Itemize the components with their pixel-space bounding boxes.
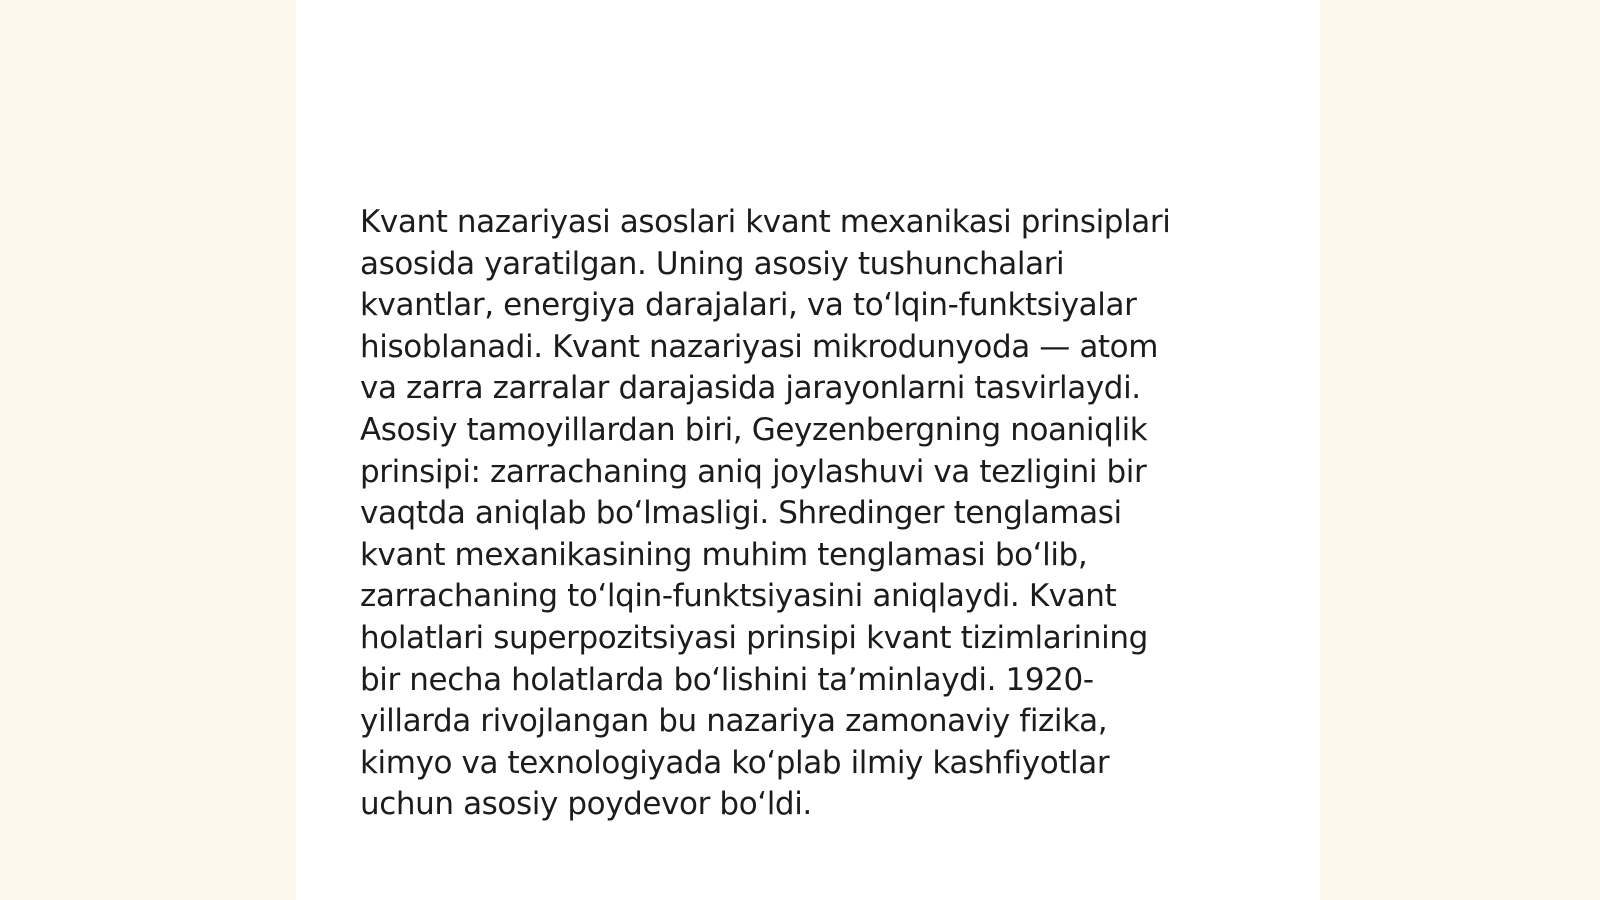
paragraph-line: kvantlar, energiya darajalari, va to‘lqin-funktsiyalar [360, 287, 1137, 324]
document-page [296, 0, 1320, 900]
paragraph-line: yillarda rivojlangan bu nazariya zamonaviy fizika, [360, 703, 1108, 740]
paragraph-line: kvant mexanikasining muhim tenglamasi bo‘lib, [360, 536, 1088, 573]
paragraph-line: Asosiy tamoyillardan biri, Geyzenbergning noaniqlik [360, 411, 1148, 448]
paragraph-line: Kvant nazariyasi asoslari kvant mexanikasi prinsiplari [360, 204, 1171, 240]
paragraph-line: vaqtda aniqlab bo‘lmasligi. Shredinger tenglamasi [360, 495, 1122, 532]
body-paragraph [360, 202, 1260, 826]
paragraph-line: bir necha holatlarda bo‘lishini ta’minlaydi. 1920- [360, 661, 1094, 698]
paragraph-line: zarrachaning to‘lqin-funktsiyasini aniqlaydi. Kvant [360, 578, 1117, 615]
paragraph-line: uchun asosiy poydevor bo‘ldi. [360, 786, 812, 823]
right-margin [1320, 0, 1600, 900]
paragraph-line: holatlari superpozitsiyasi prinsipi kvant tizimlarining [360, 619, 1148, 656]
paragraph-line: prinsipi: zarrachaning aniq joylashuvi va tezligini bir [360, 453, 1147, 490]
paragraph-line: asosida yaratilgan. Uning asosiy tushunchalari [360, 245, 1065, 282]
paragraph-line: kimyo va texnologiyada ko‘plab ilmiy kashfiyotlar [360, 744, 1110, 781]
left-margin [0, 0, 296, 900]
paragraph-line: hisoblanadi. Kvant nazariyasi mikrodunyoda — atom [360, 328, 1159, 365]
paragraph-line: va zarra zarralar darajasida jarayonlarni tasvirlaydi. [360, 370, 1141, 407]
